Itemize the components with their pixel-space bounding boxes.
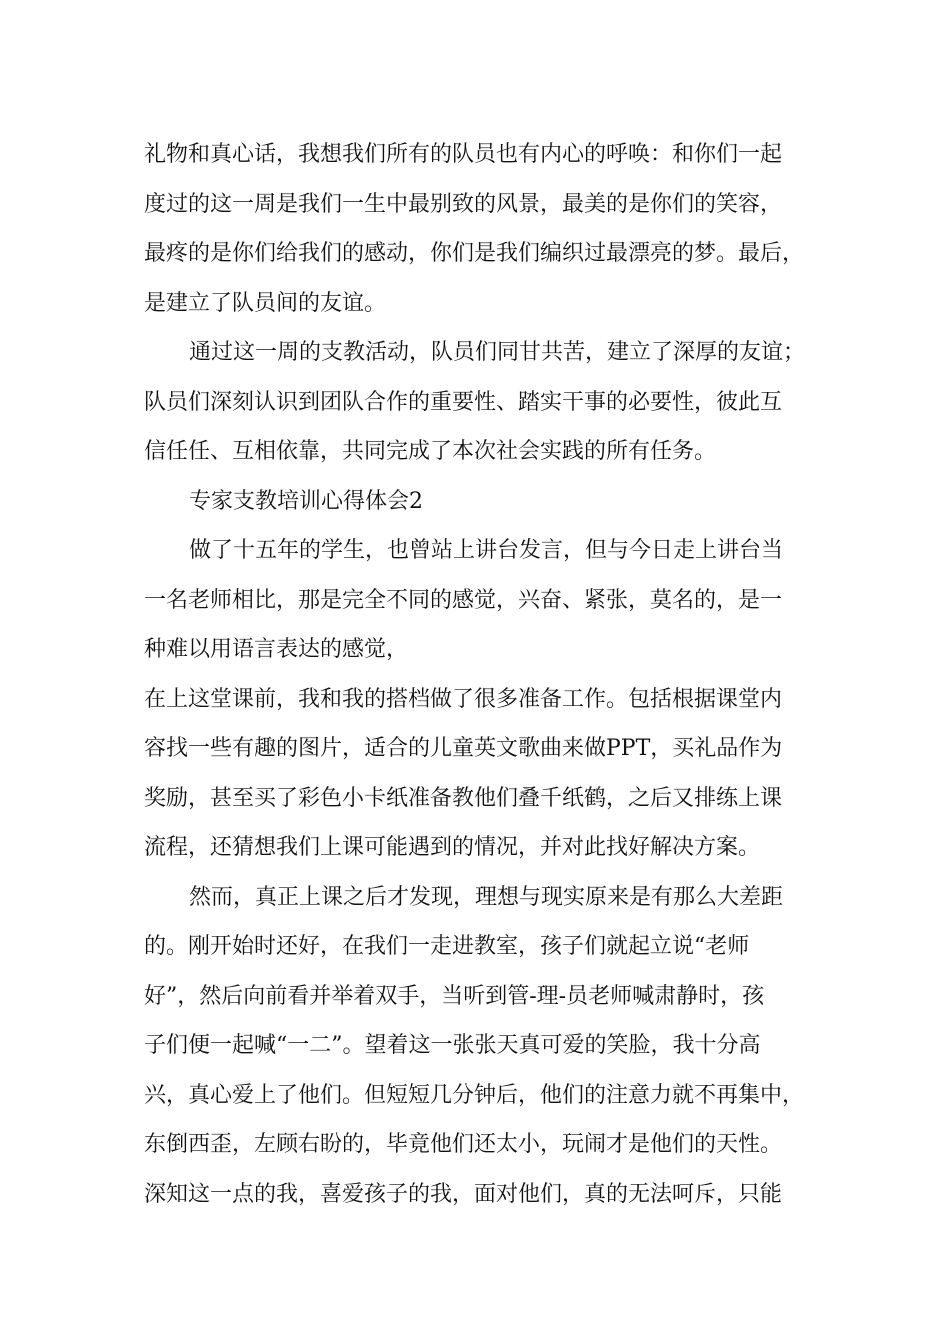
paragraph-first-line: 然而，真正上课之后才发现，理想与现实原来是有那么大差距 xyxy=(189,884,784,910)
text-line: 流程，还猜想我们上课可能遇到的情况，并对此找好解决方案。 xyxy=(144,835,761,860)
text-line: 兴，真心爱上了他们。但短短几分钟后，他们的注意力就不再集中， xyxy=(144,1082,805,1108)
text-line: 信任任、互相依靠，共同完成了本次社会实践的所有任务。 xyxy=(144,439,717,464)
text-line: 一名老师相比，那是完全不同的感觉，兴奋、紧张，莫名的，是一 xyxy=(144,587,783,613)
text-line: 好”，然后向前看并举着双手，当听到管-理-员老师喊肃静时，孩 xyxy=(144,983,765,1009)
text-line: 子们便一起喊“一二”。望着这一张张天真可爱的笑脸，我十分高 xyxy=(144,1033,761,1058)
text-line: 度过的这一周是我们一生中最别致的风景，最美的是你们的笑容， xyxy=(144,191,783,217)
text-line: 容找一些有趣的图片，适合的儿童英文歌曲来做PPT，买礼品作为 xyxy=(144,736,783,761)
text-line: 队员们深刻认识到团队合作的重要性、踏实干事的必要性，彼此互 xyxy=(144,389,783,415)
body-text xyxy=(144,130,834,1219)
text-line: 奖励，甚至买了彩色小卡纸准备教他们叠千纸鹤，之后又排练上课 xyxy=(144,785,783,811)
text-line: 东倒西歪，左顾右盼的，毕竟他们还太小，玩闹才是他们的天性。 xyxy=(144,1132,783,1157)
text-line: 的。刚开始时还好，在我们一走进教室，孩子们就起立说“老师 xyxy=(144,934,750,959)
paragraph-first-line: 通过这一周的支教活动，队员们同甘共苦，建立了深厚的友谊； xyxy=(189,340,806,365)
paragraph-first-line: 在上这堂课前，我和我的搭档做了很多准备工作。包括根据课堂内 xyxy=(144,686,783,712)
text-line: 种难以用语言表达的感觉， xyxy=(144,637,409,662)
text-line: 是建立了队员间的友谊。 xyxy=(144,290,387,316)
text-line: 最疼的是你们给我们的感动，你们是我们编织过最漂亮的梦。最后， xyxy=(144,241,805,266)
section-heading: 专家支教培训心得体会2 xyxy=(189,488,423,514)
text-line: 礼物和真心话，我想我们所有的队员也有内心的呼唤：和你们一起 xyxy=(144,142,783,167)
text-line: 深知这一点的我，喜爱孩子的我，面对他们，真的无法呵斥，只能 xyxy=(144,1181,783,1207)
paragraph-first-line: 做了十五年的学生，也曾站上讲台发言，但与今日走上讲台当 xyxy=(189,538,784,563)
